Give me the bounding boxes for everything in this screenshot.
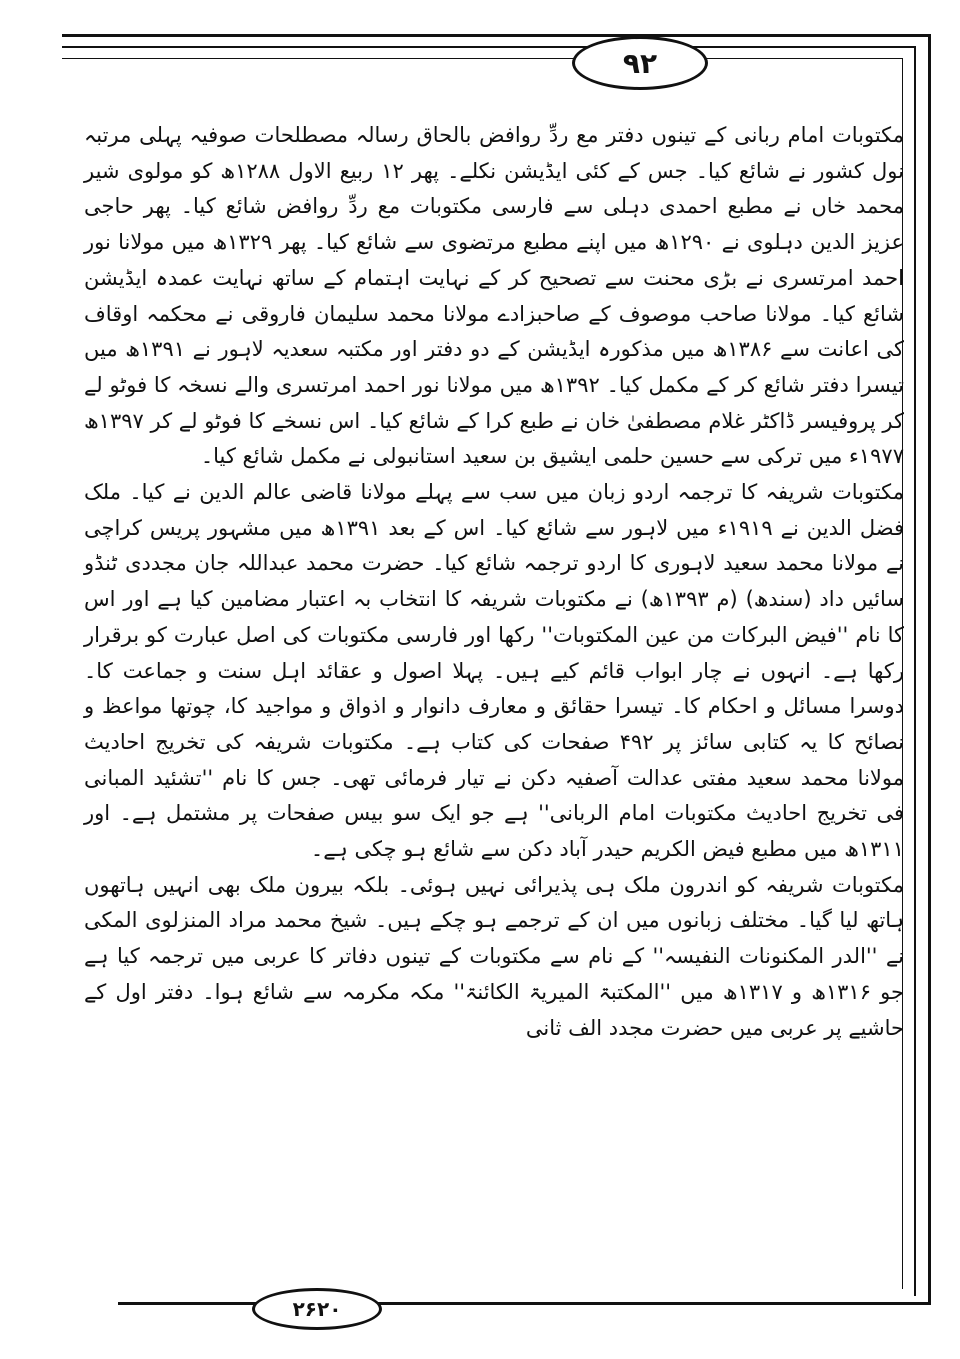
page-body [84, 118, 904, 1046]
page-number-top: ۹۲ [572, 36, 708, 90]
page-number-bottom: ۲۶۲۰ [252, 1288, 382, 1330]
paragraph-2: مکتوبات شریفہ کا ترجمہ اردو زبان میں سب سے پہلے مولانا قاضی عالم الدین نے کیا۔ ملک فضل الدین نے ۱۹۱۹ء میں لاہور سے شائع کیا۔ اس کے بعد ۱۳۹۱ھ میں مشہور پریس کراچی نے مولانا محمد سعید لاہوری کا اردو ترجمہ شائع کیا۔ حضرت محمد عبداللہ جان مجددی ٹنڈو سائیں داد (سندھ) (م ۱۳۹۳ھ) نے مکتوبات شریفہ کا انتخاب بہ اعتبار مضامین کیا ہے اور اس کا نام ''فیض البرکات من عین المکتوبات'' رکھا اور فارسی مکتوبات کی اصل عبارت کو برقرار رکھا ہے۔ انہوں نے چار ابواب قائم کیے ہیں۔ پہلا اصول و عقائد اہل سنت و جماعت کا۔ دوسرا مسائل و احکام کا۔ تیسرا حقائق و معارف دانوار و اذواق و مواجید کا، چوتھا مواعظ و نصائح کا یہ کتابی سائز پر ۴۹۲ صفحات کی کتاب ہے۔ مکتوبات شریفہ کی تخریج احادیث مولانا محمد سعید مفتی عدالت آصفیہ دکن نے تیار فرمائی تھی۔ جس کا نام ''تشئید المبانی فی تخریج احادیث مکتوبات امام الربانی'' ہے جو ایک سو بیس صفحات پر مشتمل ہے۔ اور ۱۳۱۱ھ میں مطبع فیض الکریم حیدر آباد دکن سے شائع ہو چکی ہے۔ [84, 480, 905, 862]
page-border-bottom [118, 1302, 930, 1305]
paragraph-1: مکتوبات امام ربانی کے تینوں دفتر مع ردِّ روافض بالحاق رسالہ مصطلحات صوفیہ پہلی مرتبہ نول کشور نے شائع کیا۔ جس کے کئی ایڈیشن نکلے۔ پھر ۱۲ ربیع الاول ۱۲۸۸ھ کو مولوی شیر محمد خاں نے مطبع احمدی دہلی سے فارسی مکتوبات مع ردِّ روافض شائع کیا۔ پھر حاجی عزیز الدین دہلوی نے ۱۲۹۰ھ میں اپنے مطبع مرتضوی سے شائع کیا۔ پھر ۱۳۲۹ھ میں مولانا نور احمد امرتسری نے بڑی محنت سے تصحیح کر کے نہایت اہتمام کے ساتھ نہایت عمدہ ایڈیشن شائع کیا۔ مولانا صاحب موصوف کے صاحبزادے مولانا محمد سلیمان فاروقی نے محکمہ اوقاف کی اعانت سے ۱۳۸۶ھ میں مذکورہ ایڈیشن کے دو دفتر اور مکتبہ سعدیہ لاہور نے ۱۳۹۱ھ میں تیسرا دفتر شائع کر کے مکمل کیا۔ ۱۳۹۲ھ میں مولانا نور احمد امرتسری والے نسخہ کا فوٹو لے کر پروفیسر ڈاکٹر غلام مصطفیٰ خان نے طبع کرا کے شائع کیا۔ اس نسخے کا فوٹو لے کر ۱۳۹۷ھ ۱۹۷۷ء میں ترکی سے حسین حلمی ایشیق بن سعید استانبولی نے مکمل شائع کیا۔ [84, 123, 904, 469]
paragraph-3: مکتوبات شریفہ کو اندرون ملک ہی پذیرائی نہیں ہوئی۔ بلکہ بیرون ملک بھی انہیں ہاتھوں ہاتھ لیا گیا۔ مختلف زبانوں میں ان کے ترجمے ہو چکے ہیں۔ شیخ محمد مراد المنزلوی المکی نے ''الدر المکنونات النفیسہ'' کے نام سے مکتوبات کے تینوں دفاتر کا عربی میں ترجمہ کیا ہے جو ۱۳۱۶ھ و ۱۳۱۷ھ میں ''المکتبۃ المیریۃ الکائنۃ'' مکہ مکرمہ سے شائع ہوا۔ دفتر اول کے حاشیے پر عربی میں حضرت مجدد الف ثانی [84, 872, 904, 1040]
